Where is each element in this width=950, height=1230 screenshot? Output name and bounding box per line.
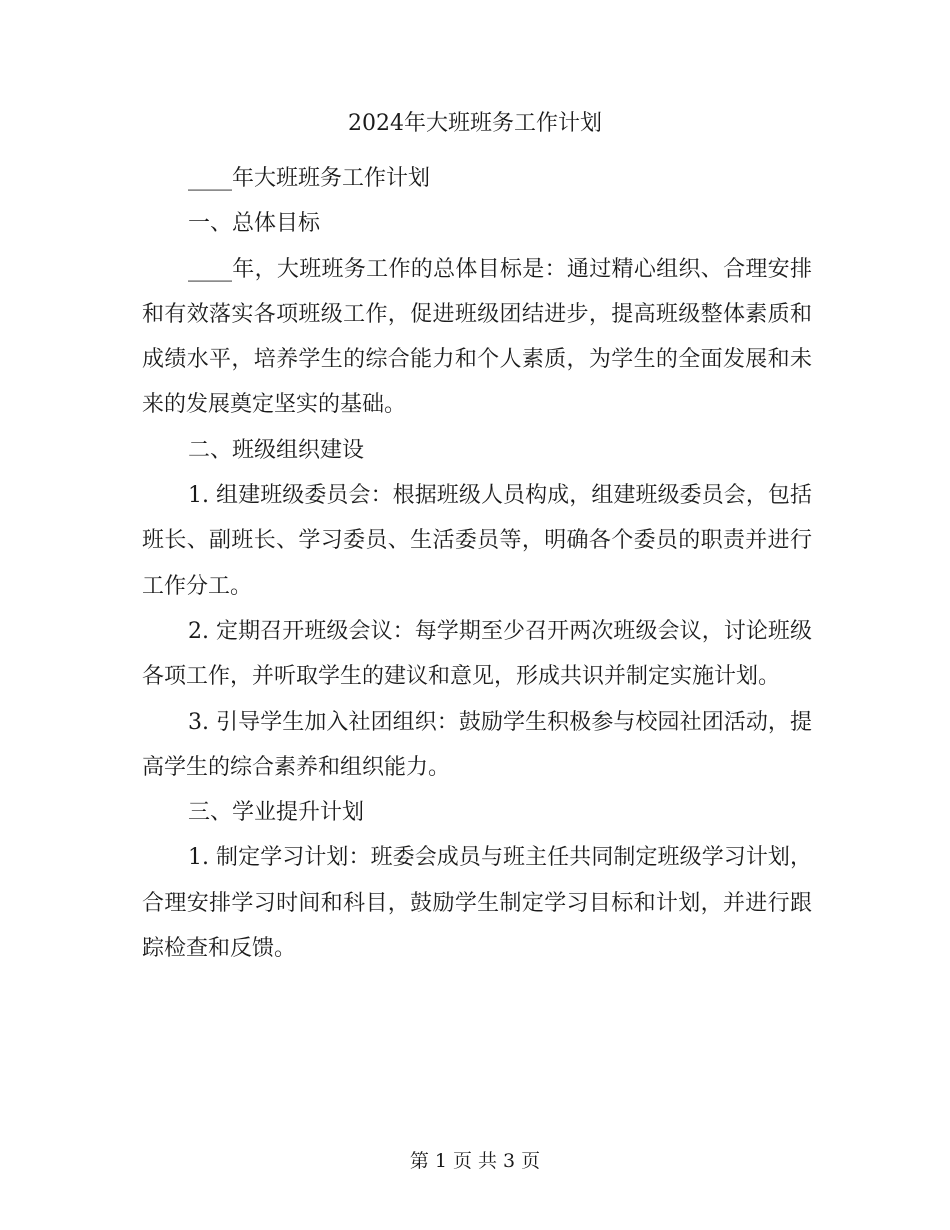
page-number-footer: 第 1 页 共 3 页: [409, 1150, 541, 1172]
class-meeting-paragraph: 2. 定期召开班级会议：每学期至少召开两次班级会议，讨论班级各项工作，并听取学生的建议和意见，形成共识并制定实施计划。: [142, 618, 812, 690]
section-heading-class-organization: 二、班级组织建设: [188, 437, 365, 463]
document-body: [142, 156, 812, 971]
section-heading-academic-plan: 三、学业提升计划: [188, 800, 365, 826]
class-committee-paragraph: 1. 组建班级委员会：根据班级人员构成，组建班级委员会，包括班长、副班长、学习委员、生活委员等，明确各个委员的职责并进行工作分工。: [142, 483, 812, 599]
study-plan-paragraph: 1. 制定学习计划：班委会成员与班主任共同制定班级学习计划，合理安排学习时间和科目，鼓励学生制定学习目标和计划，并进行跟踪检查和反馈。: [142, 845, 812, 962]
document-title: 2024年大班班务工作计划: [348, 111, 602, 136]
club-activities-paragraph: 3. 引导学生加入社团组织：鼓励学生积极参与校园社团活动，提高学生的综合素养和组织能力。: [142, 709, 812, 780]
section-heading-overall-goal: 一、总体目标: [188, 211, 321, 237]
overall-goal-paragraph: ____年，大班班务工作的总体目标是：通过精心组织、合理安排和有效落实各项班级工作，促进班级团结进步，提高班级整体素质和成绩水平，培养学生的综合能力和个人素质，为学生的全面发展和未来的发展奠定坚实的基础。: [142, 256, 812, 418]
subtitle-paragraph: ____年大班班务工作计划: [188, 166, 431, 191]
